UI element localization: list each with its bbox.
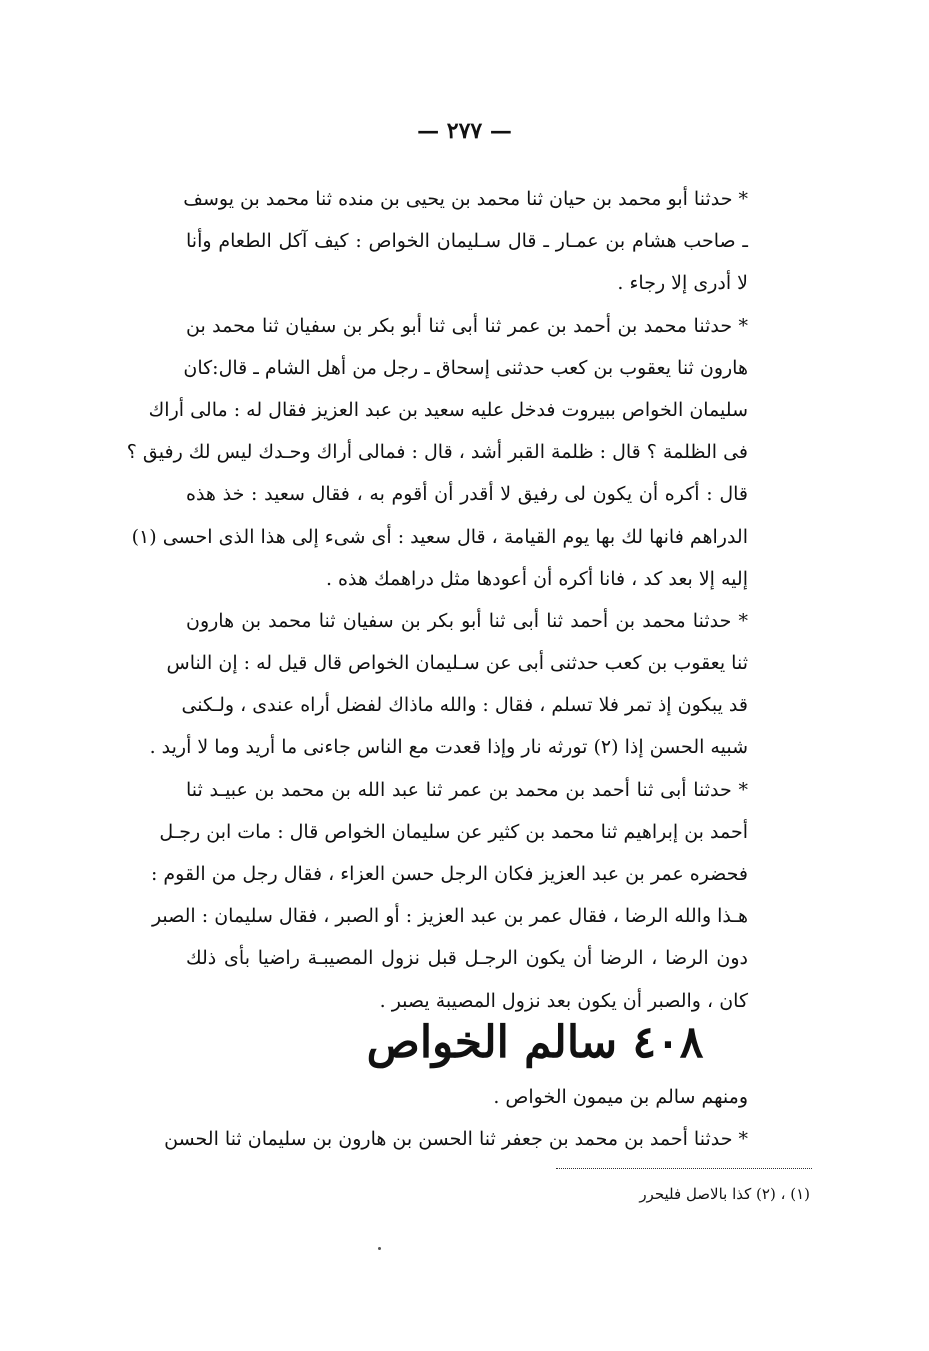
text-line: ثنا يعقوب بن كعب حدثنى أبى عن سـليمان الخواص قال قيل له : إن الناس <box>166 652 748 675</box>
text-line: فى الظلمة ؟ قال : ظلمة القبر أشد ، قال : فمالى أراك وحـدك ليس لك رفيق ؟ <box>126 441 748 464</box>
text-line: فحضره عمر بن عبد العزيز فكان الرجل حسن العزاء ، فقال رجل من القوم : <box>150 863 748 885</box>
section-text <box>164 1076 748 1160</box>
text-line: هارون ثنا يعقوب بن كعب حدثنى إسحاق ـ رجل من أهل الشام ـ قال:كان <box>183 356 748 379</box>
text-line: * حدثنا أحمد بن محمد بن جعفر ثنا الحسن بن هارون بن سليمان ثنا الحسن <box>164 1128 748 1151</box>
page-number: — ٢٧٧ — <box>417 118 512 144</box>
text-line: * حدثنا محمد بن أحمد بن عمر ثنا أبى ثنا أبو بكر بن سفيان ثنا محمد بن <box>186 314 748 337</box>
text-line: شبيه الحسن إذا (٢) تورثه نار وإذا قعدت مع الناس جاءنى ما أريد وما لا أريد . <box>149 736 748 759</box>
text-line: * حدثنا أبو محمد بن حيان ثنا محمد بن يحيى بن منده ثنا محمد بن يوسف <box>183 188 748 210</box>
text-line: إليه إلا بعد كد ، فانا أكره أن أعودها مثل دراهمك هذه . <box>325 567 748 590</box>
text-line: كان ، والصبر أن يكون بعد نزول المصيبة يصبر . <box>379 989 748 1012</box>
text-line: هـذا والله الرضا ، فقال عمر بن عبد العزيز : أو الصبر ، فقال سليمان : الصبر <box>151 905 748 928</box>
footnote-divider <box>556 1168 812 1169</box>
text-line: ومنهم سالم بن ميمون الخواص . <box>493 1086 748 1108</box>
text-line: أحمد بن إبراهيم ثنا محمد بن كثير عن سليمان الخواص قال : مات ابن رجـل <box>159 820 748 843</box>
text-line: * حدثنا أبى ثنا أحمد بن محمد بن عمر ثنا عبد الله بن محمد بن عبيـد ثنا <box>186 778 748 801</box>
text-line: دون الرضا ، الرضا أن يكون الرجـل قبل نزول المصيبـة راضيا بأى ذلك <box>186 947 748 970</box>
text-line: سليمان الخواص ببيروت فدخل عليه سعيد بن عبد العزيز فقال له : مالى أراك <box>148 398 748 421</box>
text-line: الدراهم فانها لك بها يوم القيامة ، قال سعيد : أى شىء إلى هذا الذى احسى (١) <box>131 525 748 548</box>
main-text <box>126 178 748 1022</box>
text-line: * حدثنا محمد بن أحمد ثنا أبى ثنا أبو بكر بن سفيان ثنا محمد بن هارون <box>186 609 748 632</box>
text-line: قد يبكون إذ تمر فلا تسلم ، فقال : والله ماذاك لفضل أراه عندى ، ولـكنى <box>181 694 748 717</box>
text-line: لا أدرى إلا رجاء . <box>617 272 748 295</box>
footnote: (١) ، (٢) كذا بالاصل فليحرر <box>639 1185 810 1203</box>
text-line: قال : أكره أن يكون لى رفيق لا أقدر أن أقوم به ، فقال سعيد : خذ هذه <box>186 483 748 506</box>
section-heading: ٤٠٨ سالم الخواص <box>366 1017 704 1068</box>
page-speck <box>378 1247 381 1250</box>
text-line: ـ صاحب هشام بن عمـار ـ قال سـليمان الخواص : كيف آكل الطعام وأنا <box>186 230 748 253</box>
